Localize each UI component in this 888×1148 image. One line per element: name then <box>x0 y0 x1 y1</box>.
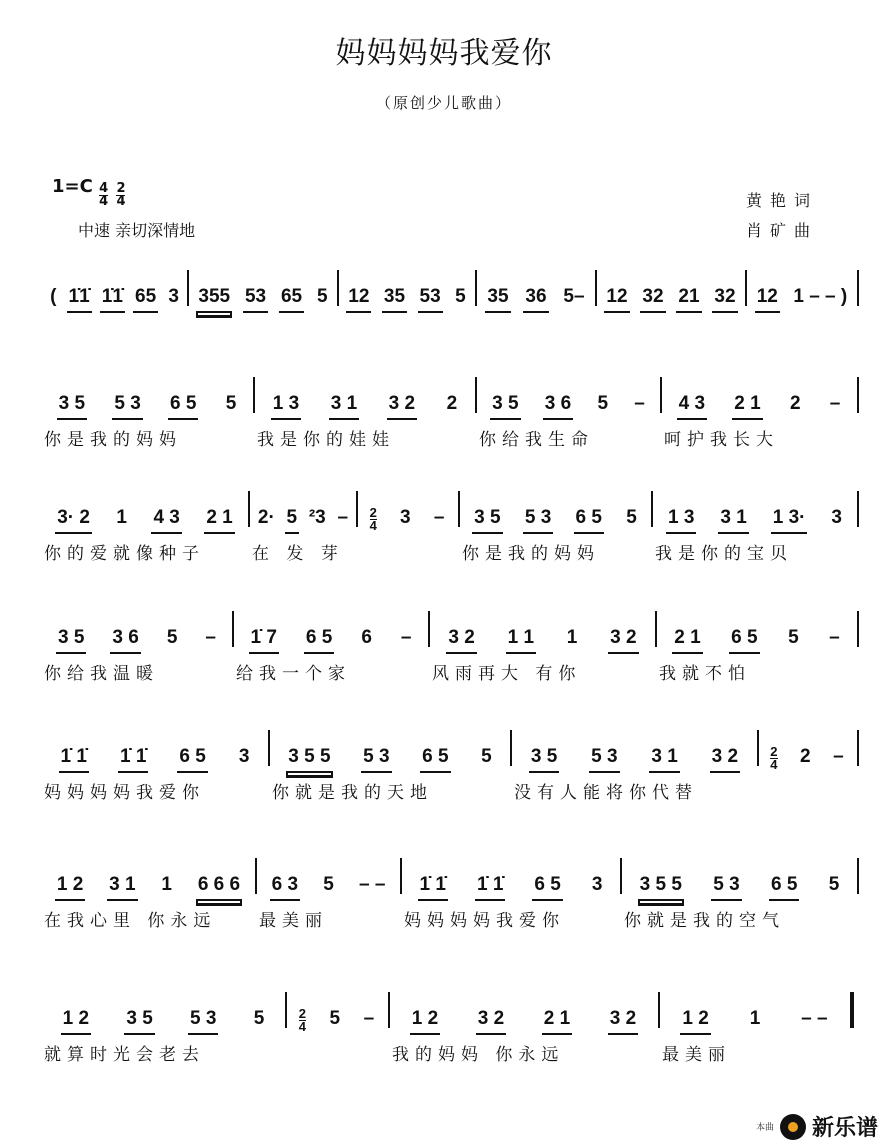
measure <box>432 627 653 684</box>
note-group: 3· 2 <box>55 507 92 534</box>
note-group: – <box>433 507 445 528</box>
note-group: 4 3 <box>677 393 707 420</box>
barline <box>857 730 859 766</box>
note-group: 5 3 <box>589 746 619 773</box>
note-group: 12 <box>346 286 371 313</box>
barline <box>620 858 622 894</box>
barline <box>187 270 189 306</box>
note-group: 5 <box>225 393 237 414</box>
key-signature: 1=C <box>52 176 93 197</box>
note-group: 32 <box>640 286 665 313</box>
barline <box>857 270 859 306</box>
lyric-text: 你就是我的空气 <box>624 911 785 931</box>
barline <box>475 270 477 306</box>
lyric-text: 最美丽 <box>662 1045 731 1065</box>
note-group: 3 1 <box>718 507 748 534</box>
note-group: – <box>205 627 216 648</box>
barline <box>857 491 859 527</box>
measure <box>360 507 456 532</box>
note-group: 2 1 <box>542 1008 572 1035</box>
note-group: 4 3 <box>151 507 181 534</box>
lyric-text: 你就是我的天地 <box>272 783 433 803</box>
lyric-text: 我是你的宝贝 <box>655 544 793 564</box>
note-group: 36 <box>523 286 548 313</box>
note-group: 1̇1̇ <box>67 286 92 313</box>
measure <box>44 746 266 803</box>
note-group: 3 <box>400 507 411 528</box>
note-group: 1̇ 1̇ <box>418 874 448 901</box>
note-group: 3 1 <box>649 746 679 773</box>
note-group: 6 5 <box>729 627 759 654</box>
measure <box>191 286 335 313</box>
time-signature-change: 2 4 <box>298 1006 306 1034</box>
note-group: 3 2 <box>476 1008 506 1035</box>
note-group: 3 <box>591 874 603 895</box>
lyric-text: 没有人能将你代替 <box>514 783 698 803</box>
measure <box>659 627 855 684</box>
measure <box>44 874 253 931</box>
lyric-text: 妈妈妈妈我爱你 <box>44 783 205 803</box>
time-signature-change: 2 4 <box>369 505 377 533</box>
lyric-text: 就算时光会老去 <box>44 1045 205 1065</box>
note-group: 1̇ 1̇ <box>475 874 505 901</box>
barline <box>400 858 402 894</box>
measure <box>257 393 473 450</box>
lyric-text: 我是你的娃娃 <box>257 430 395 450</box>
note-group: 5 <box>253 1008 265 1029</box>
measure <box>514 746 755 803</box>
note-group: 5 <box>455 286 466 307</box>
note-group: 1 2 <box>55 874 85 901</box>
note-group: 3 1 <box>329 393 359 420</box>
barline <box>595 270 597 306</box>
time-signature-change: 2 4 <box>770 744 778 772</box>
note-group: 2 1 <box>732 393 762 420</box>
note-group: – <box>833 746 844 767</box>
measure <box>289 1008 386 1033</box>
note-group: 3 5 5 <box>638 874 684 901</box>
note-group: 6 5 <box>177 746 207 773</box>
note-group: 3 2 <box>710 746 740 773</box>
lyric-text: 妈妈妈妈我爱你 <box>404 911 565 931</box>
measure <box>479 393 658 450</box>
lyric-text: 你是我的妈妈 <box>462 544 600 564</box>
note-group: 53 <box>418 286 443 313</box>
note-group: 5 3 <box>112 393 142 420</box>
note-group: 3 6 <box>110 627 140 654</box>
note-group: 5 <box>166 627 178 648</box>
barline <box>232 611 234 647</box>
note-group: 6 5 <box>769 874 799 901</box>
note-group: 3 2 <box>608 1008 638 1035</box>
music-system <box>0 874 888 944</box>
measure <box>236 627 426 684</box>
measure <box>272 746 508 803</box>
lyric-text: 我就不怕 <box>659 664 751 684</box>
note-group: 3 6 <box>543 393 573 420</box>
note-group: 1 2 <box>61 1008 91 1035</box>
barline <box>658 992 660 1028</box>
note-group: – <box>363 1008 375 1029</box>
note-group: 5 <box>323 874 334 895</box>
measure <box>599 286 743 313</box>
note-group: 2 1 <box>204 507 234 534</box>
note-group: 3 <box>831 507 842 528</box>
note-group: 6 <box>361 627 372 648</box>
barline <box>745 270 747 306</box>
note-group: 1 2 <box>410 1008 440 1035</box>
barline <box>857 611 859 647</box>
measure <box>479 286 593 313</box>
lyric-text: 你给我温暖 <box>44 664 159 684</box>
note-group: 3 2 <box>608 627 638 654</box>
note-group: 2 <box>446 393 458 414</box>
barline <box>857 858 859 894</box>
measure <box>392 1008 656 1065</box>
note-group: 5 3 <box>523 507 553 534</box>
note-group: 1 2 <box>680 1008 710 1035</box>
note-group: 1̇1̇ <box>100 286 125 313</box>
note-group: 1 3 <box>271 393 301 420</box>
barline <box>337 270 339 306</box>
note-group: 3 5 <box>56 627 86 654</box>
measure <box>624 874 855 931</box>
note-group: 65 <box>279 286 304 313</box>
note-group: 3 5 <box>124 1008 154 1035</box>
song-title: 妈妈妈妈我爱你 <box>335 36 553 71</box>
barline <box>850 992 854 1028</box>
note-group: 6 5 <box>304 627 334 654</box>
barline <box>757 730 759 766</box>
barline <box>655 611 657 647</box>
note-group: 6 5 <box>420 746 450 773</box>
lyric-text: 你给我生命 <box>479 430 594 450</box>
note-group: – <box>400 627 412 648</box>
note-group: 3 <box>238 746 250 767</box>
note-group: 3 1 <box>107 874 137 901</box>
lyric-text: 呵护我长大 <box>664 430 779 450</box>
barline <box>268 730 270 766</box>
note-group: ( <box>50 286 57 307</box>
note-group: 32 <box>712 286 737 313</box>
measure <box>259 874 398 931</box>
note-group: 5 <box>788 627 799 648</box>
barline <box>475 377 477 413</box>
song-subtitle: （原创少儿歌曲） <box>375 94 512 112</box>
note-group: 1̇ 1̇ <box>59 746 89 773</box>
music-system <box>0 393 888 463</box>
lyric-text: 最美丽 <box>259 911 328 931</box>
note-group: 1̇ 7 <box>249 627 279 654</box>
brand-name: 新乐谱 <box>811 1116 878 1141</box>
watermark-logo <box>756 1111 878 1142</box>
note-group: 2· <box>257 507 275 528</box>
measure <box>662 1008 848 1065</box>
note-group: 3 2 <box>446 627 476 654</box>
note-group: 5 <box>597 393 609 414</box>
barline <box>458 491 460 527</box>
note-group: 1 – – ) <box>793 286 848 307</box>
note-group: 5 <box>316 286 328 307</box>
note-group: 5 <box>285 507 300 534</box>
note-group: 3 2 <box>387 393 417 420</box>
note-group: 3 5 <box>529 746 559 773</box>
barline <box>428 611 430 647</box>
measure <box>44 286 185 313</box>
note-group: 355 <box>196 286 232 313</box>
note-group: 5 3 <box>361 746 391 773</box>
note-group: 2 <box>800 746 811 767</box>
barline <box>255 858 257 894</box>
measure <box>44 627 230 684</box>
barline <box>248 491 250 527</box>
lyric-text: 我的妈妈 你永远 <box>392 1045 565 1065</box>
note-group: 5 3 <box>711 874 741 901</box>
note-group: – – <box>358 874 386 895</box>
tempo-marking: 中速 亲切深情地 <box>78 221 196 240</box>
barline <box>388 992 390 1028</box>
note-group: 35 <box>485 286 510 313</box>
note-group: ²3 <box>308 507 326 528</box>
note-group: 12 <box>604 286 629 313</box>
note-group: 35 <box>382 286 407 313</box>
note-group: 2 <box>789 393 801 414</box>
note-group: 5 <box>828 874 840 895</box>
note-group: 1 <box>116 507 127 528</box>
note-group: 12 <box>755 286 780 313</box>
note-group: 21 <box>676 286 701 313</box>
note-group: – <box>337 507 349 528</box>
barline <box>285 992 287 1028</box>
measure <box>252 507 354 564</box>
note-group: 3 5 <box>57 393 87 420</box>
note-group: 5– <box>563 286 585 307</box>
barline <box>857 377 859 413</box>
note-group: 3 <box>168 286 179 307</box>
barline <box>510 730 512 766</box>
note-group: 1 1 <box>506 627 536 654</box>
music-system <box>0 507 888 577</box>
note-group: – <box>829 627 840 648</box>
key-and-time-signature <box>52 176 127 208</box>
note-group: 3 5 <box>490 393 520 420</box>
note-group: 1̇ 1̇ <box>118 746 148 773</box>
note-group: 5 <box>626 507 637 528</box>
note-group: 6 5 <box>532 874 562 901</box>
measure <box>404 874 618 931</box>
note-group: 5 <box>329 1008 341 1029</box>
lyric-text: 在我心里 你永远 <box>44 911 217 931</box>
note-group: 6 5 <box>574 507 604 534</box>
note-group: 1 3· <box>771 507 808 534</box>
music-system <box>0 1008 888 1078</box>
lyricist-credit: 黄艳词 <box>746 191 819 210</box>
measure <box>44 507 246 564</box>
note-group: 53 <box>243 286 268 313</box>
barline <box>651 491 653 527</box>
note-group: 3 5 5 <box>286 746 332 773</box>
composer-credit: 肖矿曲 <box>746 221 819 240</box>
measure <box>341 286 473 313</box>
note-group: 6 6 6 <box>196 874 242 901</box>
music-system <box>0 746 888 816</box>
note-group: 1 <box>161 874 172 895</box>
note-group: 3 5 <box>472 507 502 534</box>
measure <box>749 286 855 313</box>
note-group: 1 <box>566 627 578 648</box>
music-system <box>0 286 888 356</box>
measure <box>664 393 855 450</box>
music-system <box>0 627 888 697</box>
note-group: – <box>829 393 841 414</box>
measure <box>44 1008 283 1065</box>
measure <box>462 507 649 564</box>
footer-note: 本曲 <box>755 1123 774 1133</box>
lyric-text: 给我一个家 <box>236 664 351 684</box>
note-group: 5 <box>481 746 492 767</box>
lyric-text: 在 发 芽 <box>252 544 344 564</box>
note-group: 5 3 <box>188 1008 218 1035</box>
measure <box>761 746 855 771</box>
time-signature-4-4: $\frac{4}{4}$ <box>99 181 109 209</box>
lyric-text: 你的爱就像种子 <box>44 544 205 564</box>
vinyl-record-icon <box>780 1114 806 1140</box>
lyric-text: 风雨再大 有你 <box>432 664 582 684</box>
measure <box>44 393 251 450</box>
note-group: – <box>634 393 645 414</box>
note-group: 65 <box>133 286 158 313</box>
note-group: 1 <box>749 1008 761 1029</box>
note-group: – – <box>801 1008 828 1029</box>
note-group: 1 3 <box>666 507 696 534</box>
measure <box>655 507 855 564</box>
barline <box>253 377 255 413</box>
lyric-text: 你是我的妈妈 <box>44 430 182 450</box>
note-group: 2 1 <box>672 627 702 654</box>
time-signature-2-4: $\frac{2}{4}$ <box>116 181 126 209</box>
barline <box>356 491 358 527</box>
barline <box>660 377 662 413</box>
note-group: 6 3 <box>270 874 300 901</box>
note-group: 6 5 <box>168 393 198 420</box>
